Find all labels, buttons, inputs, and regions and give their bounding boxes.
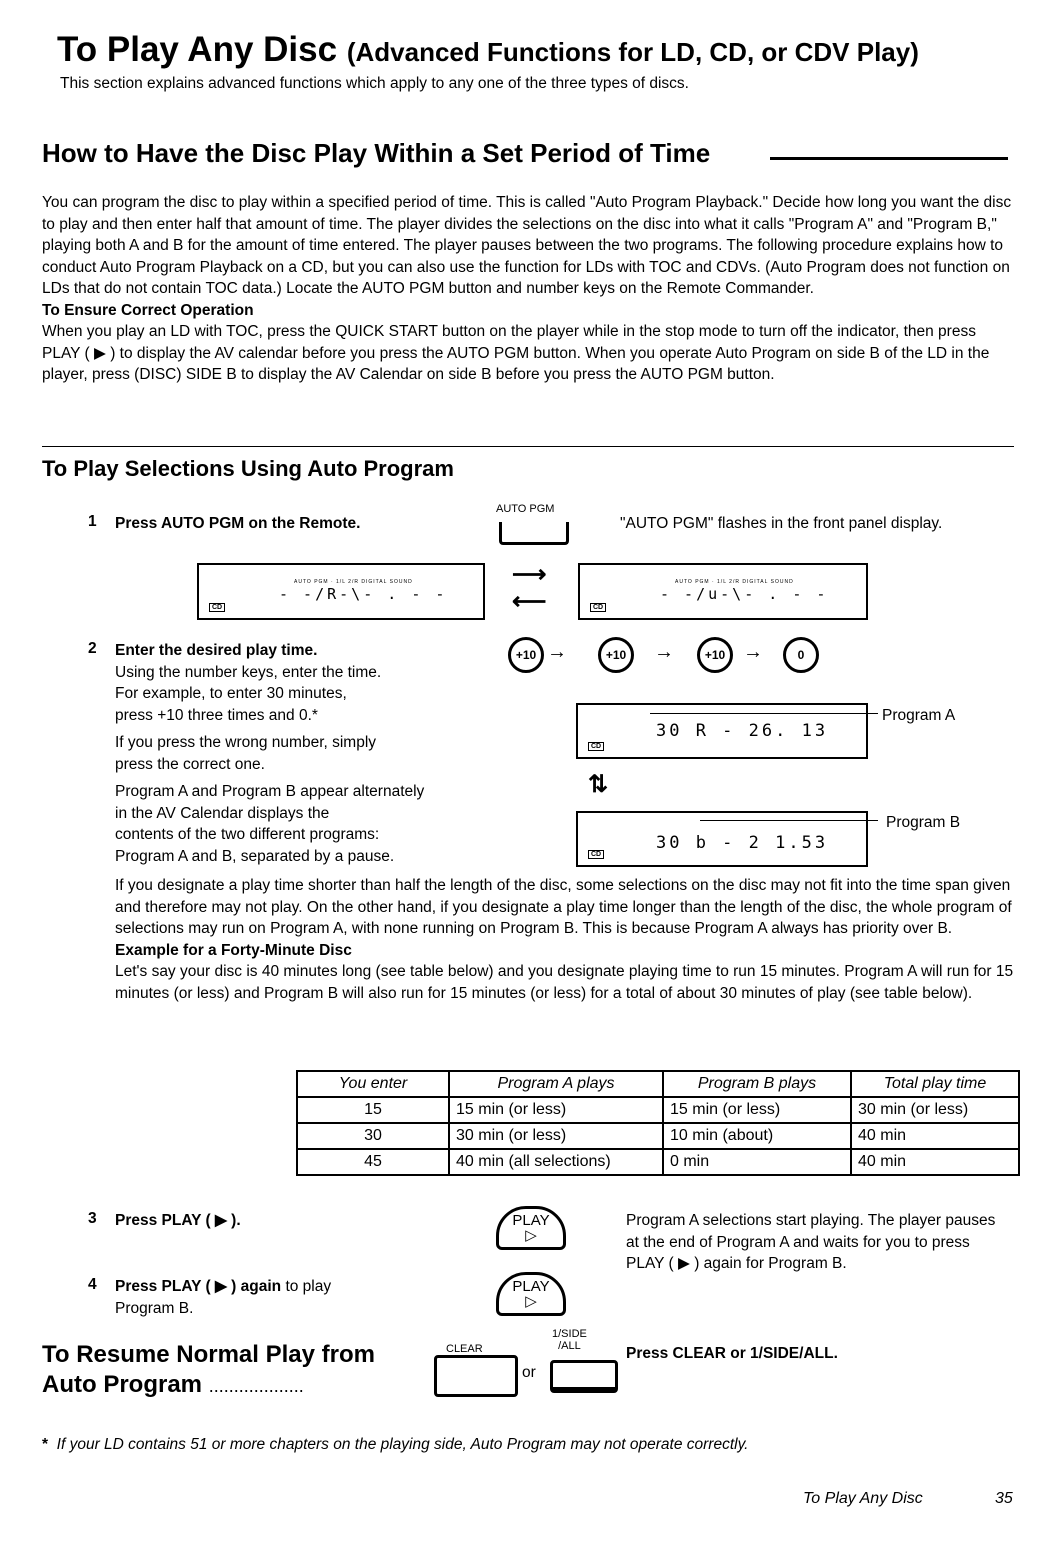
display-2-indicators: AUTO PGM · 1/L 2/R DIGITAL SOUND	[675, 579, 794, 585]
display-1-indicators: AUTO PGM · 1/L 2/R DIGITAL SOUND	[294, 579, 413, 585]
example-heading: Example for a Forty-Minute Disc	[115, 941, 352, 959]
ensure-text: When you play an LD with TOC, press the QUICK START button on the player while in the stop mode to turn off the indicator, then press PLAY ( ▶ ) to display the AV calendar before you press the AUTO PGM button. When you operate Auto Program on side B of the LD in the player, press (DISC) SIDE B to display the AV Calendar on side B before you press the AUTO PGM button.	[42, 323, 990, 383]
play-triangle-icon: ▷	[525, 1293, 537, 1310]
cd-badge: CD	[590, 603, 606, 612]
shorter-paragraph: If you designate a play time shorter than half the length of the disc, some selections on the disc may not fit into the time span given and therefore may not play. On the other hand, if you designate a play time longer than the length of the disc, the whole program of selections may run on Program A, with none running on Program B. This is because Program A always has priority over B.	[115, 877, 1012, 937]
footnote-text: If your LD contains 51 or more chapters on the playing side, Auto Program may not operate correctly.	[56, 1436, 749, 1453]
step1-text: Press AUTO PGM on the Remote.	[115, 515, 361, 532]
step2-line: For example, to enter 30 minutes,	[115, 685, 347, 702]
clear-button-icon	[434, 1355, 518, 1397]
footer-title: To Play Any Disc	[803, 1490, 923, 1507]
program-b-label: Program B	[886, 814, 961, 831]
step2-alt: Program A and B, separated by a pause.	[115, 847, 395, 865]
play-button-icon	[496, 1272, 566, 1316]
step2-number: 2	[88, 640, 97, 657]
step2-heading: Enter the desired play time.	[115, 642, 318, 659]
label-line-a	[650, 713, 878, 714]
swap-arrows-icon: ⇅	[588, 771, 609, 798]
plus10-key-icon: +10	[508, 637, 544, 673]
table-row	[297, 1097, 1019, 1123]
resume-title	[42, 1340, 375, 1401]
or-text: or	[522, 1364, 536, 1381]
step3-note: Program A selections start playing. The player pauses at the end of Program A and waits for you to press PLAY ( ▶ ) again for Program B.	[626, 1212, 996, 1272]
table-cell: 40 min	[851, 1149, 1019, 1175]
resume-text: Press CLEAR or 1/SIDE/ALL.	[626, 1345, 838, 1362]
clear-label: CLEAR	[446, 1343, 483, 1355]
table-cell: 30 min (or less)	[449, 1123, 663, 1149]
table-cell: 45	[297, 1149, 449, 1175]
side-all-label: 1/SIDE /ALL	[552, 1328, 587, 1352]
display-program-a	[576, 703, 868, 759]
example-text: Let's say your disc is 40 minutes long (see table below) and you designate playing time to run 15 minutes. Program A will run for 15 minutes (or less) and Program B will also run for 15 minutes (or less) for a total of about 30 minutes of play (see table below).	[115, 963, 1014, 1002]
step4-bold: Press PLAY ( ▶ ) again	[115, 1278, 282, 1295]
table-cell: 30 min (or less)	[851, 1097, 1019, 1123]
display-2-readout: - -/u-\- . - -	[660, 585, 829, 603]
label-line-b	[700, 820, 878, 821]
cd-badge: CD	[588, 742, 604, 751]
step2-text	[115, 640, 485, 867]
program-a-label: Program A	[882, 707, 956, 724]
table-header: Total play time	[851, 1071, 1019, 1097]
page-number: 35	[995, 1490, 1013, 1507]
display-b-readout: 30 b - 2 1.53	[656, 833, 829, 853]
table-header: Program A plays	[449, 1071, 663, 1097]
table-cell: 40 min (all selections)	[449, 1149, 663, 1175]
step3-number: 3	[88, 1210, 97, 1227]
step2-wrong: If you press the wrong number, simply	[115, 734, 377, 751]
ensure-heading: To Ensure Correct Operation	[42, 301, 254, 319]
display-panel-2	[578, 563, 868, 620]
resume-title-line1: To Resume Normal Play from	[42, 1341, 375, 1368]
display-panel-1	[197, 563, 485, 620]
step4-rest: to play	[281, 1278, 332, 1295]
time-table	[296, 1070, 1020, 1176]
step1-number: 1	[88, 513, 97, 530]
table-cell: 0 min	[663, 1149, 851, 1175]
divider	[42, 446, 1014, 447]
page-title-main: To Play Any Disc	[57, 30, 338, 69]
table-row	[297, 1149, 1019, 1175]
step2-alt: in the AV Calendar displays the	[115, 804, 330, 822]
cd-badge: CD	[209, 603, 225, 612]
section-rule	[770, 157, 1008, 160]
auto-pgm-button-icon	[499, 522, 569, 545]
arrow-left-icon: ⟵	[512, 588, 547, 615]
table-cell: 30	[297, 1123, 449, 1149]
play-button-icon	[496, 1206, 566, 1250]
step2-wrong: press the correct one.	[115, 755, 265, 773]
step2-detail	[115, 875, 1015, 1004]
step2-alt: Program A and Program B appear alternately	[115, 783, 425, 800]
display-a-readout: 30 R - 26. 13	[656, 721, 829, 741]
play-label: PLAY	[512, 1278, 550, 1295]
display-1-readout: - -/R-\- . - -	[279, 585, 448, 603]
zero-key-icon: 0	[783, 637, 819, 673]
play-label: PLAY	[512, 1212, 550, 1229]
resume-title-line2: Auto Program	[42, 1371, 203, 1398]
table-row	[297, 1123, 1019, 1149]
step1-note: "AUTO PGM" flashes in the front panel display.	[620, 515, 943, 532]
arrow-right-icon: ⟶	[512, 561, 547, 588]
procedure-title: To Play Selections Using Auto Program	[42, 456, 454, 481]
intro-paragraph: You can program the disc to play within a specified period of time. This is called "Auto Program Playback." Decide how long you want the disc to play and then enter half that amount of time. The player divides the selections on the disc into what it calls "Program A" and "Program B," playing both A and B for the amount of time entered. The player pauses between the two programs. The following procedure explains how to conduct Auto Program Playback on a CD, but you can also use the function for LDs with TOC and CDVs. (Auto Program does not function on LDs that do not contain TOC data.) Locate the AUTO PGM button and number keys on the Remote Commander.	[42, 194, 1012, 297]
step2-line: press +10 three times and 0.*	[115, 706, 318, 724]
table-cell: 10 min (about)	[663, 1123, 851, 1149]
arrow-right-icon: →	[743, 641, 763, 663]
side-all-button-icon	[550, 1360, 618, 1393]
step2-alt: contents of the two different programs:	[115, 826, 380, 843]
section-body	[42, 192, 1012, 386]
table-header: You enter	[297, 1071, 449, 1097]
leader-dots: ...................	[208, 1376, 304, 1396]
page-title-sub: (Advanced Functions for LD, CD, or CDV Play)	[346, 37, 919, 67]
section-title: How to Have the Disc Play Within a Set Period of Time	[42, 138, 711, 168]
step3-text: Press PLAY ( ▶ ).	[115, 1212, 241, 1229]
footnote	[42, 1436, 749, 1454]
step4-line2: Program B.	[115, 1299, 194, 1317]
page-title	[57, 30, 919, 70]
plus10-key-icon: +10	[697, 637, 733, 673]
table-cell: 15 min (or less)	[663, 1097, 851, 1123]
step2-line: Using the number keys, enter the time.	[115, 663, 382, 681]
intro-text: This section explains advanced functions which apply to any one of the three types of discs.	[60, 75, 689, 92]
table-header-row	[297, 1071, 1019, 1097]
arrow-right-icon: →	[547, 641, 567, 663]
table-cell: 15 min (or less)	[449, 1097, 663, 1123]
footnote-star: *	[42, 1436, 49, 1453]
arrow-right-icon: →	[654, 641, 674, 663]
table-cell: 15	[297, 1097, 449, 1123]
cd-badge: CD	[588, 850, 604, 859]
plus10-key-icon: +10	[598, 637, 634, 673]
table-header: Program B plays	[663, 1071, 851, 1097]
table-cell: 40 min	[851, 1123, 1019, 1149]
step4-text	[115, 1276, 331, 1319]
step4-number: 4	[88, 1276, 97, 1293]
auto-pgm-label: AUTO PGM	[496, 503, 555, 515]
play-triangle-icon: ▷	[525, 1227, 537, 1244]
